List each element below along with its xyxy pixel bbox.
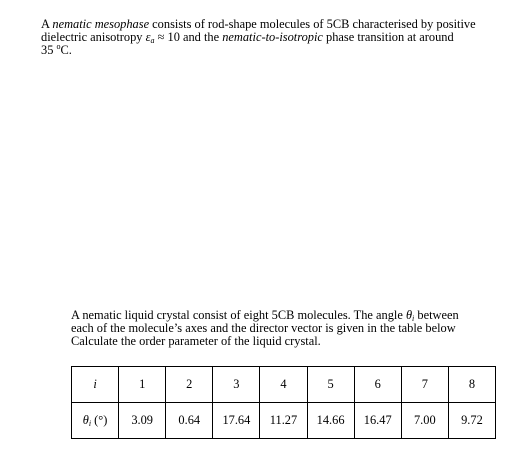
angle-row bbox=[72, 403, 496, 439]
degree-mark: o bbox=[56, 42, 61, 51]
angle-cell: 14.66 bbox=[307, 403, 354, 439]
index-cell: 3 bbox=[213, 367, 260, 403]
theta-symbol: θ bbox=[405, 308, 413, 322]
temperature-value: 35 bbox=[41, 43, 57, 57]
intro-line-3 bbox=[41, 44, 511, 57]
angle-cell: 0.64 bbox=[166, 403, 213, 439]
term-nematic-mesophase: nematic mesophase bbox=[52, 17, 150, 31]
angle-cell: 11.27 bbox=[260, 403, 307, 439]
angle-table bbox=[71, 366, 496, 439]
index-cell: 1 bbox=[119, 367, 166, 403]
angle-cell: 3.09 bbox=[119, 403, 166, 439]
index-cell: 8 bbox=[448, 367, 495, 403]
index-cell: 2 bbox=[166, 367, 213, 403]
angle-header-unit: (°) bbox=[91, 413, 108, 427]
approx-value: ≈ 10 and the bbox=[154, 30, 223, 44]
problem-line-1-text-b: between bbox=[414, 308, 459, 322]
intro-line-2-text-a: dielectric anisotropy bbox=[41, 30, 146, 44]
index-cell: 6 bbox=[354, 367, 401, 403]
intro-line-1-text: consists of rod-shape molecules of 5CB characterised by positive bbox=[149, 17, 476, 31]
index-header: i bbox=[72, 367, 119, 403]
angle-header-symbol: θ bbox=[82, 413, 89, 427]
index-cell: 7 bbox=[401, 367, 448, 403]
problem-line-3: Calculate the order parameter of the liquid crystal. bbox=[71, 334, 321, 348]
index-cell: 5 bbox=[307, 367, 354, 403]
theta-subscript: i bbox=[412, 314, 415, 323]
angle-cell: 9.72 bbox=[448, 403, 495, 439]
term-nematic-to-isotropic: nematic-to-isotropic bbox=[222, 30, 323, 44]
angle-cell: 16.47 bbox=[354, 403, 401, 439]
angle-header-subscript: i bbox=[88, 419, 92, 428]
problem-line-2: each of the molecule’s axes and the director vector is given in the table below bbox=[71, 321, 456, 335]
problem-line-1-text-a: A nematic liquid crystal consist of eight 5CB molecules. The angle bbox=[71, 308, 406, 322]
temperature-unit: C. bbox=[60, 43, 72, 57]
epsilon-subscript: a bbox=[150, 36, 155, 45]
intro-article: A bbox=[41, 17, 53, 31]
intro-line-2-text-b: phase transition at around bbox=[322, 30, 454, 44]
index-cell: 4 bbox=[260, 367, 307, 403]
angle-cell: 17.64 bbox=[213, 403, 260, 439]
problem-paragraph bbox=[71, 309, 501, 348]
intro-paragraph bbox=[41, 18, 511, 57]
intro-line-2 bbox=[41, 31, 511, 44]
angle-header bbox=[72, 403, 119, 439]
epsilon-symbol: ε bbox=[145, 30, 151, 44]
index-row bbox=[72, 367, 496, 403]
angle-cell: 7.00 bbox=[401, 403, 448, 439]
